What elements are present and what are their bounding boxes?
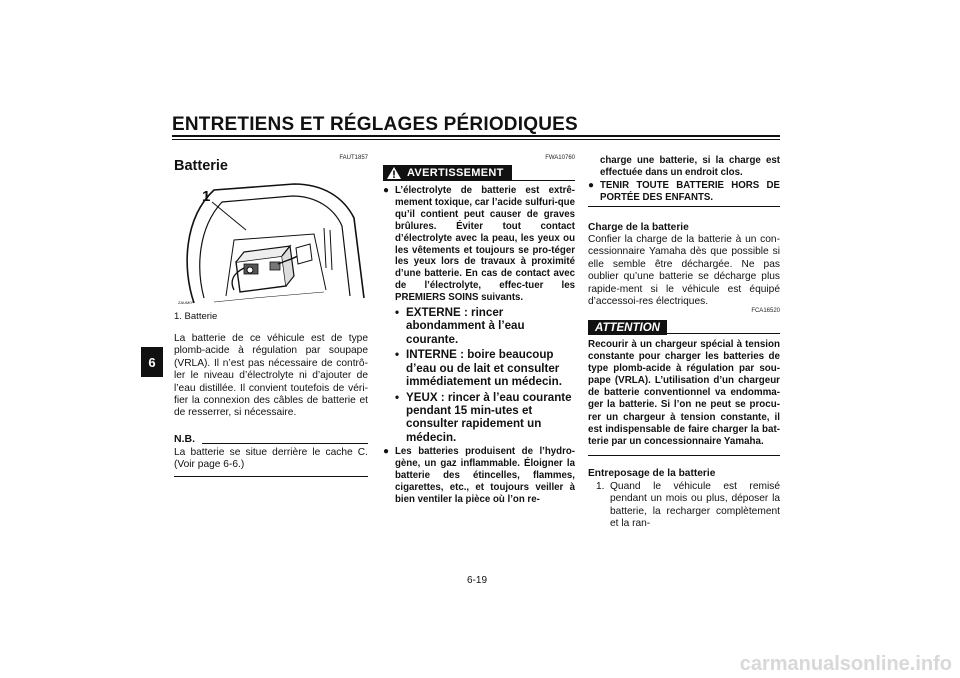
attention-text: Recourir à un chargeur spécial à tension constante pour charger les batteries de type plomb-acide à régulation par sou-pape (VRLA). L’utilisation d’un chargeur de batterie conventionnel va endomma-ger la batterie. Si l’on ne peut se procu-rer un chargeur à tension constante, il est indispensable de faire charger la bat-terie par un concessionnaire Yamaha. (588, 339, 780, 447)
list-item (383, 446, 575, 506)
figure-caption: 1. Batterie (174, 311, 218, 322)
battery-figure (174, 178, 368, 308)
warning-rule-top (510, 180, 575, 181)
first-aid-external: EXTERNE : rincer abondamment à l’eau courante. (406, 306, 525, 346)
list-item (383, 185, 575, 304)
storage-item-number: 1. (596, 481, 605, 492)
bullet-icon: • (395, 348, 400, 362)
warning-triangle-icon (387, 167, 401, 179)
bullet-icon: • (395, 306, 400, 320)
page-header-title: ENTRETIENS ET RÉGLAGES PÉRIODIQUES (172, 114, 578, 135)
figure-code: ZAUM0** (178, 300, 195, 305)
warning-bullet-3: TENIR TOUTE BATTERIE HORS DE PORTÉE DES ENFANTS. (600, 179, 780, 203)
warning-continuation (588, 155, 780, 204)
warning-label: AVERTISSEMENT (407, 167, 504, 179)
list-item (395, 348, 575, 388)
nb-rule-top (202, 443, 368, 444)
list-item (596, 481, 780, 531)
bullet-icon: • (395, 390, 400, 404)
attention-rule-top (665, 333, 780, 334)
section-title: Batterie (174, 158, 228, 174)
list-item (395, 391, 575, 445)
header-rule (172, 135, 780, 137)
first-aid-internal: INTERNE : boire beaucoup d’eau ou de lait et consulter immédiatement un médecin. (406, 348, 562, 389)
attention-code: FCA16520 (751, 308, 780, 314)
bullet-icon: ● (383, 185, 390, 196)
header-rule-thin (172, 139, 780, 140)
chapter-tab: 6 (141, 347, 163, 377)
nb-label: N.B. (174, 433, 195, 445)
charge-title: Charge de la batterie (588, 222, 689, 233)
warning-code: FWA10760 (545, 155, 575, 161)
battery-paragraph: La batterie de ce véhicule est de type plomb-acide à régulation par soupape (VRLA). Il n’est pas nécessaire de contrô-ler le niveau d’électrolyte ni d’ajouter de l’eau distillée. Il convient toutefois de véri-fier la connexion des câbles de batterie et de resserrer, si nécessaire. (174, 333, 368, 419)
list-item (588, 155, 780, 179)
warning-bullet-2: Les batteries produisent de l’hydro-gène, un gaz inflammable. Éloigner la batterie des étincelles, flammes, cigarettes, etc., et toujours veiller à bien ventiler la pièce où l’on re- (395, 446, 575, 505)
list-item (588, 180, 780, 204)
storage-item-text: Quand le véhicule est remisé pendant un mois ou plus, déposer la batterie, la recharger complètement et la ran- (610, 481, 780, 530)
watermark: carmanualsonline.info (739, 653, 952, 675)
attention-label-box (588, 320, 667, 335)
nb-rule-bottom (174, 476, 368, 477)
storage-title: Entreposage de la batterie (588, 468, 716, 479)
charge-text: Confier la charge de la batterie à un con-cessionnaire Yamaha dès que possible si elle semble être déchargée. Ne pas oublier qu’une batterie se décharge plus rapide-ment si le véhicule est équipé d’accessoi-res électriques. (588, 234, 780, 308)
figure-callout: 1 (202, 188, 211, 205)
list-item (395, 306, 575, 346)
nb-text: La batterie se situe derrière le cache C. (Voir page 6-6.) (174, 447, 368, 471)
bullet-icon: ● (588, 179, 595, 191)
warning-rule-bottom (588, 206, 780, 207)
warning-bullet-2-cont: charge une batterie, si la charge est effectuée dans un endroit clos. (600, 155, 780, 178)
first-aid-eyes: YEUX : rincer à l’eau courante pendant 15 min-utes et consulter rapidement un médecin. (406, 390, 572, 444)
first-aid-list (383, 306, 575, 444)
warning-label-box (383, 165, 512, 181)
page-number: 6-19 (467, 575, 488, 586)
section-code: FAUT1857 (339, 155, 368, 161)
attention-rule-bottom (588, 455, 780, 456)
attention-label: ATTENTION (595, 321, 660, 334)
warning-bullet-1: L’électrolyte de batterie est extrê-mement toxique, car l’acide sulfuri-que qu’il contient peut causer de graves brûlures. Éviter tout contact d’électrolyte avec la peau, les yeux ou les vêtements et toujours se pro-téger les yeux lors de travaux à proximité d’une batterie. En cas de contact avec de l’électrolyte, effec-tuer les PREMIERS SOINS suivants. (395, 185, 575, 304)
bullet-icon: ● (383, 446, 390, 458)
warning-content (383, 185, 575, 506)
